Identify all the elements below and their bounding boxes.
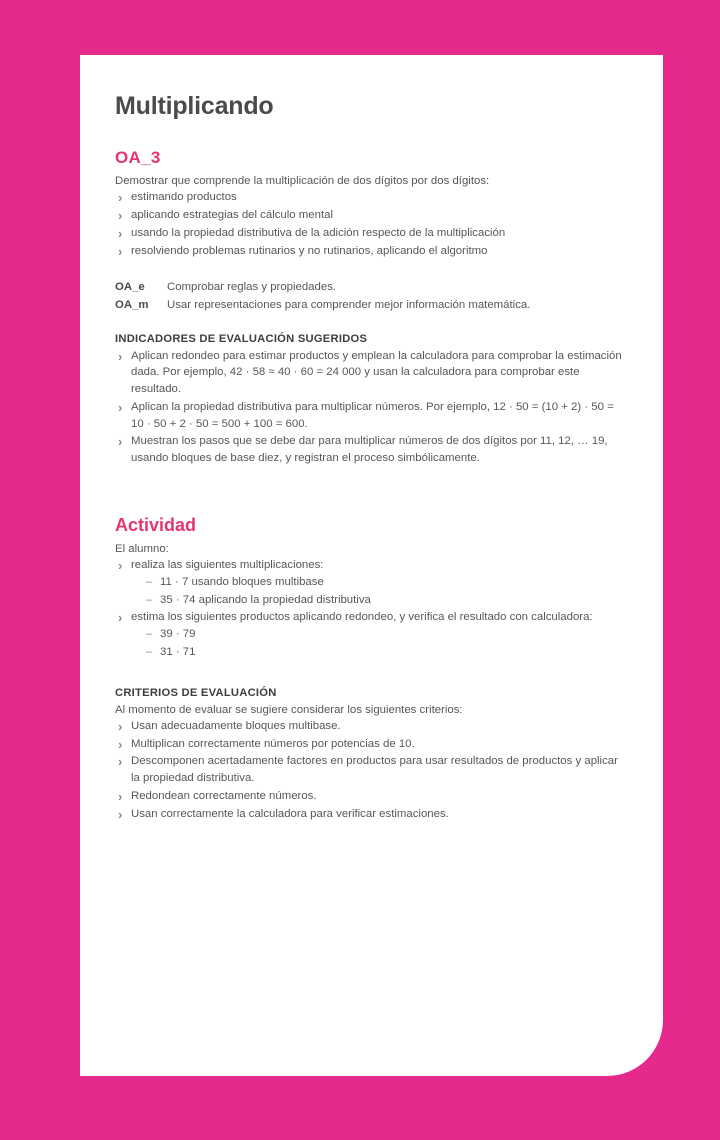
list-item: › Redondean correctamente números. — [115, 788, 629, 805]
actividad-intro-text: El alumno: — [115, 542, 169, 555]
list-item: – 11 · 7 usando bloques multibase — [145, 574, 629, 591]
actividad-sublist-1 — [145, 574, 629, 609]
list-item: › Usan adecuadamente bloques multibase. — [115, 718, 629, 735]
oa-attitude-code: OA_m — [115, 298, 149, 311]
oa-objective-list — [115, 189, 629, 259]
spacer — [115, 314, 629, 333]
actividad-heading: Actividad — [115, 515, 197, 536]
criterios-intro-text: Al momento de evaluar se sugiere considerar los siguientes criterios: — [115, 703, 463, 716]
list-item: › Muestran los pasos que se debe dar para multiplicar números de dos dígitos por 11, 12, … 19, usando bloques de base diez, y registran el proceso simbólicamente. — [115, 433, 629, 467]
document-card — [80, 55, 663, 1076]
indicadores-heading: INDICADORES DE EVALUACIÓN SUGERIDOS — [115, 332, 368, 345]
oa-attitude-text: Comprobar reglas y propiedades. — [167, 281, 337, 294]
page-title: Multiplicando — [115, 92, 274, 120]
list-item: › Aplican redondeo para estimar productos y emplean la calculadora para comprobar la estimación dada. Por ejemplo, 42 · 58 ≈ 40 · 60 = 24 000 y usan la calculadora para comprobar este resultado. — [115, 348, 629, 398]
list-item: › estimando productos — [115, 189, 629, 206]
list-item-label: estima los siguientes productos aplicando redondeo, y verifica el resultado con calculadora: — [131, 611, 593, 624]
criterios-list — [115, 718, 629, 823]
list-item: › usando la propiedad distributiva de la adición respecto de la multiplicación — [115, 225, 629, 242]
list-item: › Usan correctamente la calculadora para verificar estimaciones. — [115, 806, 629, 823]
oa-code-heading: OA_3 — [115, 147, 161, 167]
list-item — [115, 557, 629, 608]
list-item: › Descomponen acertadamente factores en productos para usar resultados de productos y aplicar la propiedad distributiva. — [115, 753, 629, 787]
list-item: – 39 · 79 — [145, 626, 629, 643]
list-item: › resolviendo problemas rutinarios y no rutinarios, aplicando el algoritmo — [115, 243, 629, 260]
oa-intro-text: Demostrar que comprende la multiplicación de dos dígitos por dos dígitos: — [115, 175, 490, 188]
list-item-label: realiza las siguientes multiplicaciones: — [131, 559, 324, 571]
list-item: – 31 · 71 — [145, 644, 629, 661]
list-item — [115, 609, 629, 660]
oa-attitude-row — [115, 279, 629, 296]
spacer — [115, 468, 629, 516]
list-item: – 35 · 74 aplicando la propiedad distributiva — [145, 592, 629, 609]
spacer — [115, 662, 629, 687]
actividad-sublist-2 — [145, 626, 629, 661]
oa-attitude-code: OA_e — [115, 281, 145, 294]
list-item: › Multiplican correctamente números por potencias de 10. — [115, 736, 629, 753]
spacer — [115, 260, 629, 279]
list-item: › Aplican la propiedad distributiva para multiplicar números. Por ejemplo, 12 · 50 = (10 + 2) · 50 = 10 · 50 + 2 · 50 = 500 + 100 = 600. — [115, 399, 629, 433]
list-item: › aplicando estrategias del cálculo mental — [115, 207, 629, 224]
actividad-list — [115, 557, 629, 661]
oa-attitude-text: Usar representaciones para comprender mejor información matemática. — [167, 298, 531, 311]
indicadores-list — [115, 348, 629, 467]
oa-attitude-row — [115, 297, 629, 314]
criterios-heading: CRITERIOS DE EVALUACIÓN — [115, 686, 277, 699]
